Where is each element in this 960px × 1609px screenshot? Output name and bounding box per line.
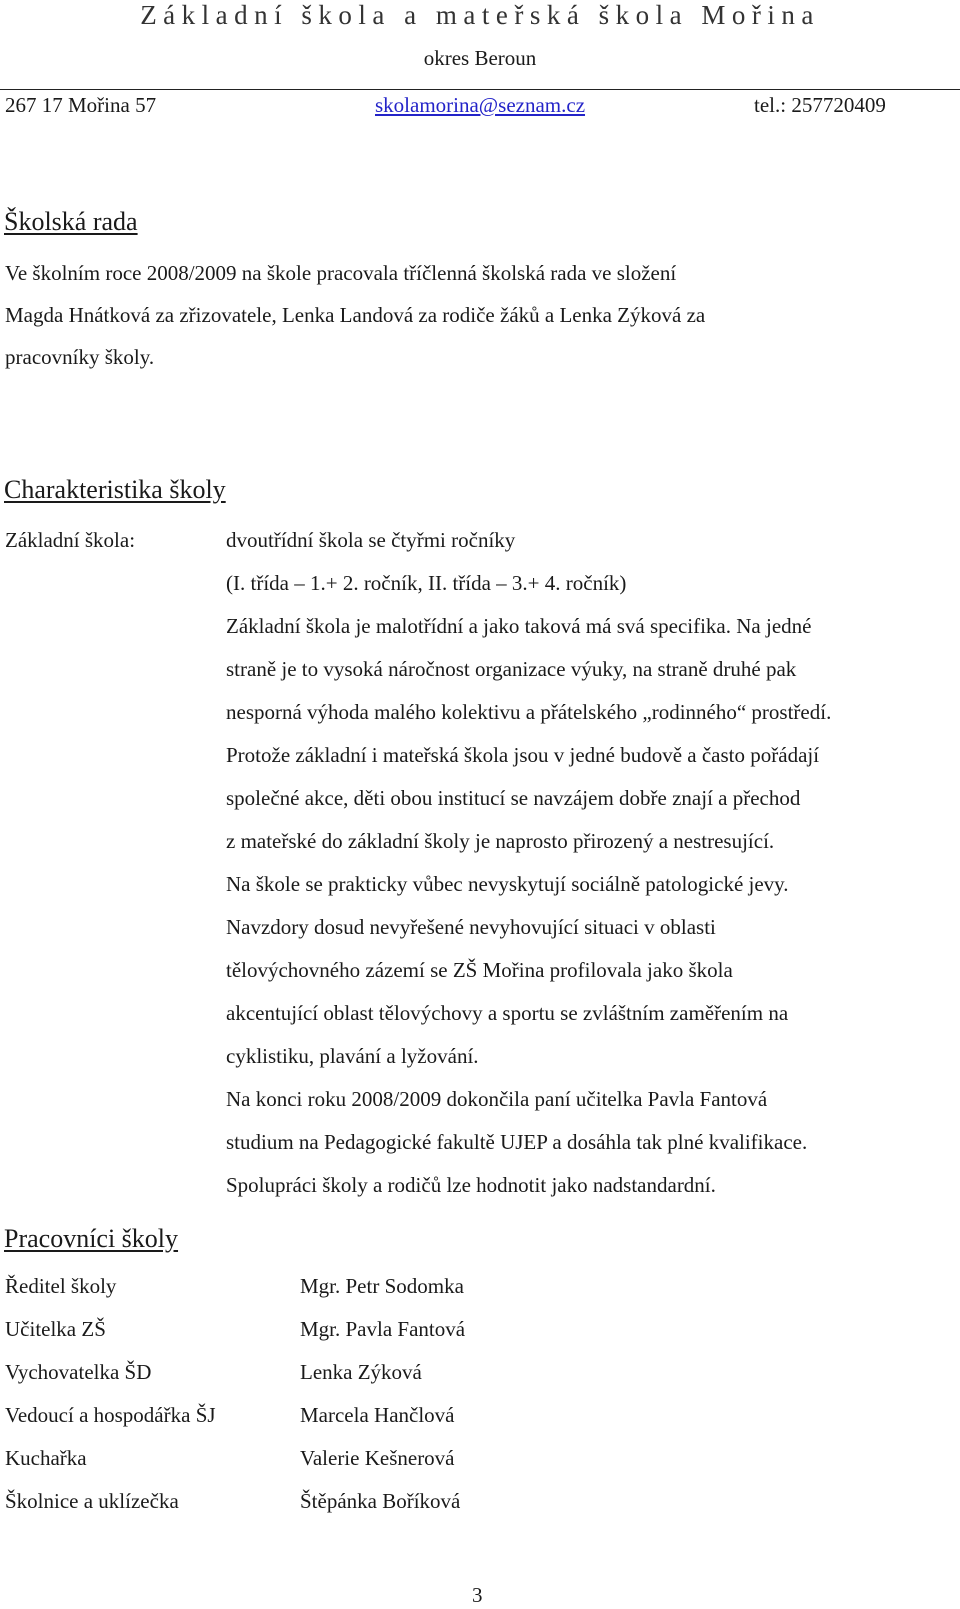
characteristics-line: tělovýchovného zázemí se ZŠ Mořina profilovala jako škola <box>226 958 733 982</box>
school-name: Základní škola a mateřská škola Mořina <box>140 0 820 30</box>
characteristics-line: Na konci roku 2008/2009 dokončila paní učitelka Pavla Fantová <box>226 1087 768 1111</box>
staff-name: Mgr. Petr Sodomka <box>300 1274 464 1298</box>
characteristics-line: Na škole se prakticky vůbec nevyskytují sociálně patologické jevy. <box>226 872 789 896</box>
characteristics-line: cyklistiku, plavání a lyžování. <box>226 1044 479 1068</box>
school-board-line: Magda Hnátková za zřizovatele, Lenka Landová za rodiče žáků a Lenka Zýková za <box>5 303 706 327</box>
characteristics-line: (I. třída – 1.+ 2. ročník, II. třída – 3.+ 4. ročník) <box>226 571 627 595</box>
characteristics-label: Základní škola: <box>5 528 136 552</box>
characteristics-line: Protože základní i mateřská škola jsou v jedné budově a často pořádají <box>226 743 820 767</box>
characteristics-line: akcentující oblast tělovýchovy a sportu se zvláštním zaměřením na <box>226 1001 789 1025</box>
characteristics-line: nesporná výhoda malého kolektivu a přátelského „rodinného“ prostředí. <box>226 700 832 724</box>
page-number: 3 <box>472 1583 483 1607</box>
characteristics-line: Základní škola je malotřídní a jako taková má svá specifika. Na jedné <box>226 614 812 638</box>
header-rule <box>0 89 960 90</box>
characteristics-line: Navzdory dosud nevyřešené nevyhovující situaci v oblasti <box>226 915 716 939</box>
characteristics-line: straně je to vysoká náročnost organizace výuky, na straně druhé pak <box>226 657 797 681</box>
staff-heading: Pracovníci školy <box>4 1224 179 1253</box>
school-board-line: pracovníky školy. <box>5 345 155 369</box>
staff-name: Lenka Zýková <box>300 1360 422 1384</box>
characteristics-line: z mateřské do základní školy je naprosto přirozený a nestresující. <box>226 829 775 853</box>
staff-role: Učitelka ZŠ <box>5 1317 106 1341</box>
address: 267 17 Mořina 57 <box>5 93 157 117</box>
staff-role: Ředitel školy <box>5 1274 117 1298</box>
staff-role: Vedoucí a hospodářka ŠJ <box>5 1403 216 1427</box>
phone: tel.: 257720409 <box>754 93 886 117</box>
characteristics-heading: Charakteristika školy <box>4 475 226 504</box>
school-board-heading: Školská rada <box>4 207 138 236</box>
characteristics-line: Spolupráci školy a rodičů lze hodnotit jako nadstandardní. <box>226 1173 716 1197</box>
characteristics-line: společné akce, děti obou institucí se navzájem dobře znají a přechod <box>226 786 801 810</box>
staff-name: Marcela Hančlová <box>300 1403 455 1427</box>
district: okres Beroun <box>423 46 537 70</box>
characteristics-line: dvoutřídní škola se čtyřmi ročníky <box>226 528 516 552</box>
school-board-line: Ve školním roce 2008/2009 na škole pracovala tříčlenná školská rada ve složení <box>5 261 677 285</box>
staff-role: Kuchařka <box>5 1446 87 1470</box>
staff-role: Vychovatelka ŠD <box>5 1360 152 1384</box>
email-link[interactable]: skolamorina@seznam.cz <box>375 93 586 117</box>
staff-name: Štěpánka Boříková <box>300 1489 461 1513</box>
characteristics-line: studium na Pedagogické fakultě UJEP a dosáhla tak plné kvalifikace. <box>226 1130 808 1154</box>
staff-role: Školnice a uklízečka <box>5 1489 179 1513</box>
staff-name: Mgr. Pavla Fantová <box>300 1317 466 1341</box>
staff-name: Valerie Kešnerová <box>300 1446 455 1470</box>
